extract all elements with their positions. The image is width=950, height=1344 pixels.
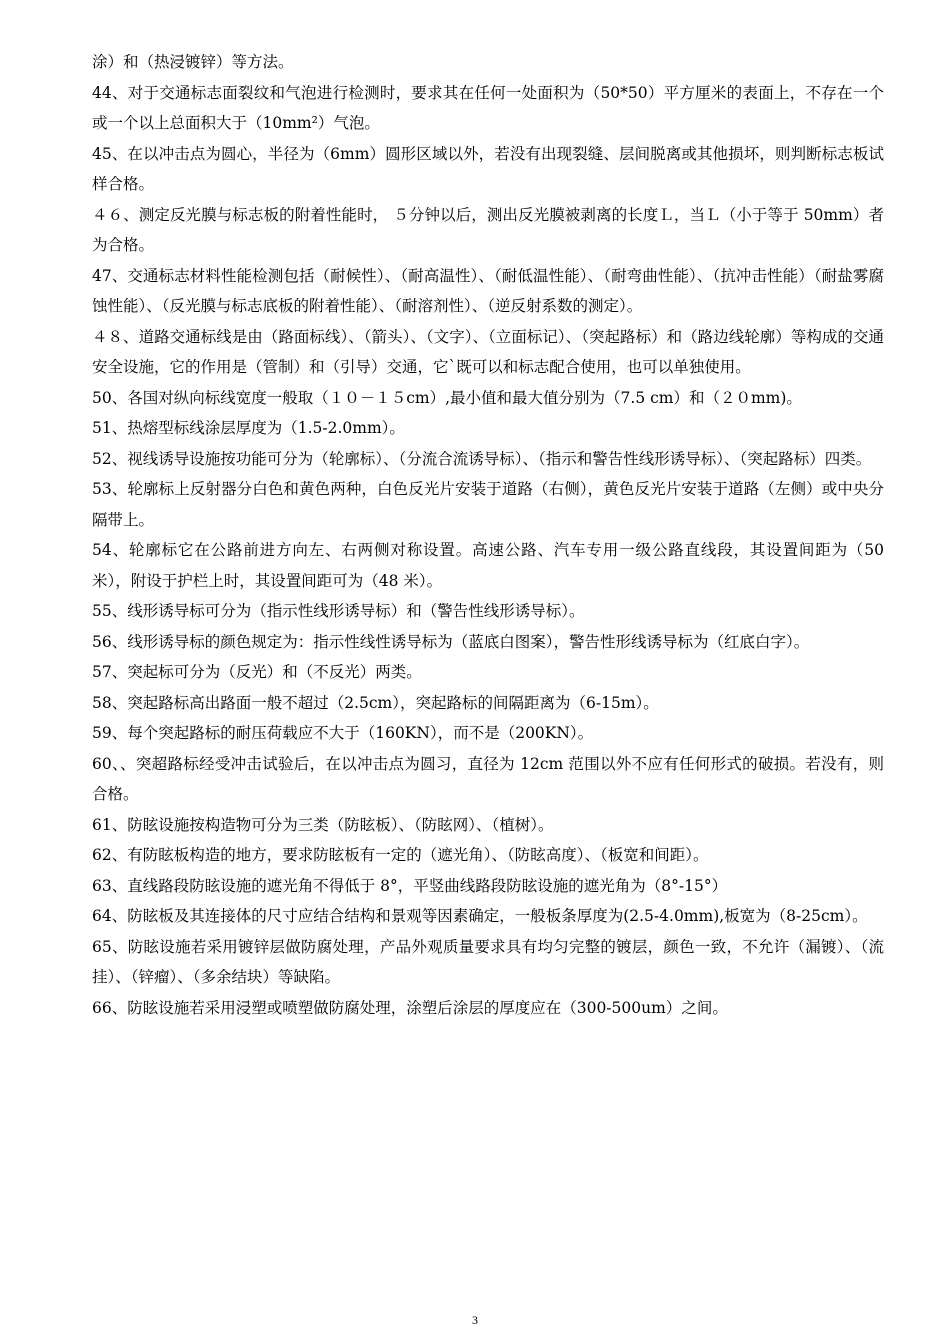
paragraph-55: 55、线形诱导标可分为（指示性线形诱导标）和（警告性线形诱导标）。 [92, 602, 585, 620]
paragraph-56: 56、线形诱导标的颜色规定为：指示性线性诱导标为（蓝底白图案），警告性形线诱导标为（红底白字）。 [92, 632, 810, 651]
paragraph-50: 50、各国对纵向标线宽度一般取（１０－１５cm）,最小值和最大值分别为（7.5 cm）和（２０mm)。 [92, 388, 802, 407]
paragraph-62: 62、有防眩板构造的地方，要求防眩板有一定的（遮光角）、（防眩高度）、（板宽和间距）。 [92, 846, 709, 864]
paragraph-63: 63、直线路段防眩设施的遮光角不得低于 8°，平竖曲线路段防眩设施的遮光角为（8°-15°） [92, 876, 728, 895]
paragraph-58: 58、突起路标高出路面一般不超过（2.5cm），突起路标的间隔距离为（6-15m）。 [92, 693, 659, 712]
paragraph-60: 60、、突超路标经受冲击试验后，在以冲击点为圆习，直径为 12cm 范围以外不应有任何形式的破损。若没有，则合格。 [92, 754, 884, 803]
paragraph-64: 64、防眩板及其连接体的尺寸应结合结构和景观等因素确定，一般板条厚度为(2.5-4.0mm),板宽为（8-25cm）。 [92, 907, 868, 925]
paragraph-45: 45、在以冲击点为圆心，半径为（6mm）圆形区域以外，若没有出现裂缝、层间脱离或其他损坏，则判断标志板试样合格。 [92, 144, 884, 193]
paragraph-53: 53、轮廓标上反射器分白色和黄色两种，白色反光片安装于道路（右侧），黄色反光片安装于道路（左侧）或中央分隔带上。 [92, 480, 884, 529]
paragraph-66: 66、防眩设施若采用浸塑或喷塑做防腐处理，涂塑后涂层的厚度应在（300-500um）之间。 [92, 998, 728, 1017]
paragraph-57: 57、突起标可分为（反光）和（不反光）两类。 [92, 663, 422, 681]
paragraph-continuation: 涂）和（热浸镀锌）等方法。 [92, 53, 294, 71]
document-body [92, 47, 884, 1023]
paragraph-44: 44、对于交通标志面裂纹和气泡进行检测时，要求其在任何一处面积为（50*50）平方厘米的表面上，不存在一个或一个以上总面积大于（10mm²）气泡。 [92, 83, 884, 132]
paragraph-48: ４８、道路交通标线是由（路面标线）、（箭头）、（文字）、（立面标记）、（突起路标）和（路边线轮廓）等构成的交通安全设施，它的作用是（管制）和（引导）交通，它`既可以和标志配合使用，也可以单独使用。 [92, 327, 884, 376]
paragraph-51: 51、热熔型标线涂层厚度为（1.5-2.0mm）。 [92, 419, 405, 437]
paragraph-65: 65、防眩设施若采用镀锌层做防腐处理，产品外观质量要求具有均匀完整的镀层，颜色一致，不允许（漏镀）、（流挂）、（锌瘤）、（多余结块）等缺陷。 [92, 937, 884, 986]
paragraph-54: 54、轮廓标它在公路前进方向左、右两侧对称设置。高速公路、汽车专用一级公路直线段，其设置间距为（50 米），附设于护栏上时，其设置间距可为（48 米）。 [92, 541, 884, 590]
paragraph-47: 47、交通标志材料性能检测包括（耐候性）、（耐高温性）、（耐低温性能）、（耐弯曲性能）、（抗冲击性能）（耐盐雾腐蚀性能）、（反光膜与标志底板的附着性能）、（耐溶剂性）、（逆反射系数的测定）。 [92, 266, 884, 315]
paragraph-46: ４６、测定反光膜与标志板的附着性能时， ５分钟以后，测出反光膜被剥离的长度Ｌ，当Ｌ（小于等于 50mm）者为合格。 [92, 205, 884, 254]
paragraph-52: 52、视线诱导设施按功能可分为（轮廓标）、（分流合流诱导标）、（指示和警告性线形诱导标）、（突起路标）四类。 [92, 449, 872, 468]
page-number: 3 [472, 1313, 478, 1327]
paragraph-61: 61、防眩设施按构造物可分为三类（防眩板）、（防眩网）、（植树）。 [92, 815, 554, 834]
paragraph-59: 59、每个突起路标的耐压荷载应不大于（160KN），而不是（200KN）。 [92, 724, 594, 742]
